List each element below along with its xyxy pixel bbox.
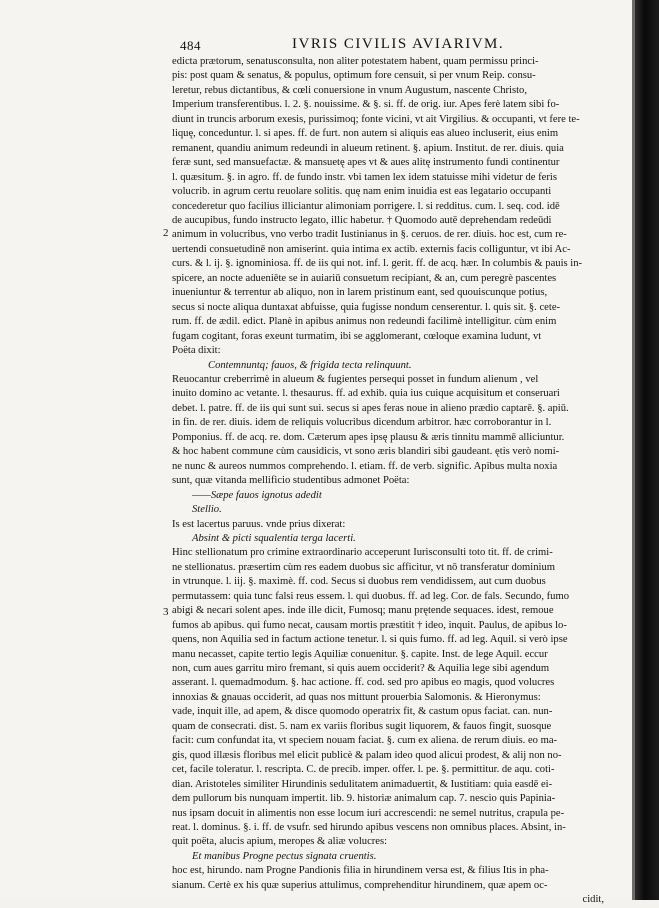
text-line: edicta prætorum, senatusconsulta, non aliter potestatem habent, quam permissu princi- [172, 56, 539, 67]
verse-line: Absint & picti squalentia terga lacerti. [192, 532, 356, 544]
verse-line: ——Sæpe fauos ignotus adedit [192, 489, 322, 501]
running-title: IVRIS CIVILIS AVIARIVM. [292, 36, 505, 52]
text-line: liquę, conceduntur. l. si apes. ff. de furt. non autem si aliquis eas alueo incluserit, eius enim [172, 128, 559, 140]
text-line: volucrib. in agrum certu reuolare solitis. quę nam enim inuidia est eas legatario occupanti [172, 186, 552, 198]
text-line: vade, inquit ille, ad apem, & disce quomodo operatrix fit, & castum opus faciat. can. nun- [172, 706, 553, 718]
text-line: Pomponius. ff. de acq. re. dom. Cæterum apes ipsę plausu & æris tinnitu mammē alliciuntur. [172, 431, 565, 443]
text-line: facit: cum confundat ita, vt speciem nouam faciat. §. cum ex aliena. de rerum diuis. eo ma- [172, 735, 558, 747]
text-line: quam de consecrati. dist. 5. nam ex variis floribus sugit liquorem, & fauos fingit, suosque [172, 720, 552, 732]
text-line: Hinc stellionatum pro crimine extraordinario acceperunt Iurisconsulti toto tit. ff. de crimi- [172, 547, 553, 559]
text-line: abigi & necari solent apes. inde ille dicit, Fumosq; manu prętende sequaces. idest, remoue [172, 605, 554, 617]
paragraph-2 [172, 373, 604, 489]
text-line: inuito domino ac vetante. l. thesaurus. ff. ad exhib. quia ius cuique acquisitum et conseruari [172, 388, 560, 400]
text-line: uertendi consuetudinē non amiserint. quia intima ex actib. externis facis colliguntur, vt ibi Ac- [172, 243, 571, 255]
text-line: quit poëta, alucis apium, meropes & aliæ volucres: [172, 836, 388, 848]
text-line: de aucupibus, fundo instructo legato, illic habetur. † Quomodo autē deprehendam redeūdi [172, 214, 552, 226]
text-line: cet, facile toleratur. l. rescripta. C. de precib. imper. offer. l. pe. §. permittitur. de aqu. coti- [172, 764, 555, 776]
text-line: quens, non Aquilia sed in factum actione tenetur. l. si quis fumo. ff. ad leg. Aquil. si verò ipse [172, 634, 568, 646]
verse-line: Et manibus Progne pectus signata cruentis. [192, 850, 377, 862]
text-line: ne nunc & aureos nummos comprehendo. l. etiam. ff. de verb. signific. Apibus multa noxia [172, 460, 558, 472]
text-line: concederetur quo facilius illiciantur alimoniam porrigere. l. si redditus. cum. l. seq. cod. idē [172, 200, 560, 212]
page-number: 484 [180, 38, 201, 53]
paragraph-1 [172, 55, 604, 359]
text-line: animum in volucribus, vno verbo tradit Iustinianus in §. ceruos. de rer. diuis. hoc est, cum re- [172, 229, 567, 241]
text-line: inueniuntur & terrentur ab aliquo, non in larem pristinum eant, sed quouiscunque potius, [172, 287, 548, 299]
text-line: secus si nocte aliqua duntaxat abfuisse, quia fugisse nondum censerentur. l. quis sit. §. cete- [172, 301, 561, 313]
text-line: fumos ab apibus. qui fumo necat, causam mortis præstitit † ideo, inquit. Paulus, de apibus lo- [172, 619, 567, 631]
verse-line: Stellio. [192, 504, 222, 516]
paragraph-4 [172, 546, 604, 850]
text-body [172, 55, 604, 908]
text-line: curs. & l. ij. §. ignominiosa. ff. de iis qui not. inf. l. gerit. ff. de acq. hær. In columbis & pauis in- [172, 258, 583, 270]
text-line: Imperium transferentibus. l. 2. §. nouissime. & §. si. ff. de orig. iur. Apes ferè latem sibi fo- [172, 99, 560, 111]
text-line: sunt, quæ vitanda mellificio studentibus admonet Poëta: [172, 475, 410, 487]
text-line: asserant. l. quemadmodum. §. hac actione. ff. cod. sed pro apibus eo magis, quod volucres [172, 677, 555, 689]
catchword: cidit, [582, 894, 604, 906]
text-line: debet. l. patre. ff. de iis qui sunt sui. secus si apes feras noue in alieno prædio captarē. §. apiū. [172, 402, 569, 414]
text-line: non, cum aues garritu miro fremant, si quis auem occiderit? & Aquilia lege sibi agendum [172, 663, 550, 675]
margin-number: 3 [163, 606, 169, 618]
text-line: feræ sunt, sed mansuefactæ. & mansuetę apes vt & aues alitę instrumento fundi continentur [172, 157, 560, 169]
text-line: & hoc habent commune cùm causidicis, vt sono æris blandiri sibi gaudeant. ętis verò nomi- [172, 446, 560, 458]
text-line: Reuocantur creberrimè in alueum & fugientes persequi posset in fundum alienum , vel [172, 373, 539, 385]
paragraph-3 [172, 518, 604, 532]
text-line: diunt in truncis arborum exesis, purissimoq; fonte vicini, vt ait Virgilius. & occupanti, vt fere te- [172, 113, 580, 125]
text-line: hoc est, hirundo. nam Progne Pandionis filia in hirundinem versa est, & filius Itis in pha- [172, 865, 549, 877]
text-line: permutassem: quia tunc falsi reus essem. l. qui duobus. ff. ad leg. Cor. de fals. Secundo, fumo [172, 590, 569, 602]
text-line: manu necasset, capite tertio legis Aquiliæ conuenitur. §. capite. Inst. de lege Aquil. eccur [172, 648, 548, 660]
text-line: leretur, rebus dictantibus, & cœli conuersione in vnum Augustum, nascente Christo, [172, 84, 527, 96]
text-line: in fin. de rer. diuis. idem de reliquis volucribus dicendum arbitror. hæc corroborantur in l. [172, 417, 552, 429]
text-line: gis, quod illæsis floribus mel elicit publicè & palam ideo quod alicui prodest, & alij non no- [172, 749, 562, 761]
text-line: fugam cogitant, foras exeunt turmatim, ibi se agglomerant, cœloque examina ludunt, vt [172, 330, 542, 342]
text-line: dem pullorum bis nunquam impertit. lib. 9. historiæ animalum cap. 7. nescio quis Papinia- [172, 793, 556, 805]
verse-line: Contemnuntq; fauos, & frigida tecta relinquunt. [208, 359, 412, 371]
text-line: spicere, an nocte adueniēte se in auiariū consuetum recipiant, & an, cum peregrè pascentes [172, 272, 557, 284]
text-line: innoxias & gnauas occiderit, ad quas nos mittunt prouerbia Salomonis. & Hieronymus: [172, 691, 541, 703]
paragraph-5 [172, 864, 604, 893]
book-gutter [635, 0, 659, 900]
text-line: Is est lacertus paruus. vnde prius dixerat: [172, 518, 346, 530]
text-line: dian. Aristoteles similiter Hirundinis sedulitatem animaduertit, & Iustitiam: quia easdē ei- [172, 778, 553, 790]
text-line: pis: post quam & senatus, & populus, optimum fore censuit, si per vnum Reip. consu- [172, 70, 536, 82]
text-line: remanent, quandiu animum redeundi in alueum retinent. §. apium. Institut. de rer. diuis. quia [172, 142, 564, 154]
text-line: sianum. Certè ex his quæ superius attulimus, comprehenditur hirundinem, quæ apem oc- [172, 879, 548, 891]
text-line: rum. ff. de ædil. edict. Planè in apibus animus non redeundi facilimè intelligitur. cùm enim [172, 316, 557, 328]
text-line: nus ipsam docuit in alimentis non esse locum iuri accrescendi: ne semel nutritus, crapula pe- [172, 807, 565, 819]
text-line: reat. l. dominus. §. i. ff. de vsufr. sed hirundo apibus vescens non omnibus places. Absint, in- [172, 822, 566, 834]
text-line: Poëta dixit: [172, 345, 221, 357]
margin-number: 2 [163, 227, 169, 239]
text-line: ne stellionatus. præsertim cùm res eadem duobus sic afficitur, vt nō transferatur dominium [172, 561, 556, 573]
text-line: l. quæsitum. §. in agro. ff. de fundo instr. vbi tamen lex idem statuisse mihi videtur de feris [172, 171, 557, 183]
text-line: in vtrunque. l. iij. §. maximè. ff. cod. Secus si duobus rem vendidissem, aut cum duobus [172, 576, 546, 588]
